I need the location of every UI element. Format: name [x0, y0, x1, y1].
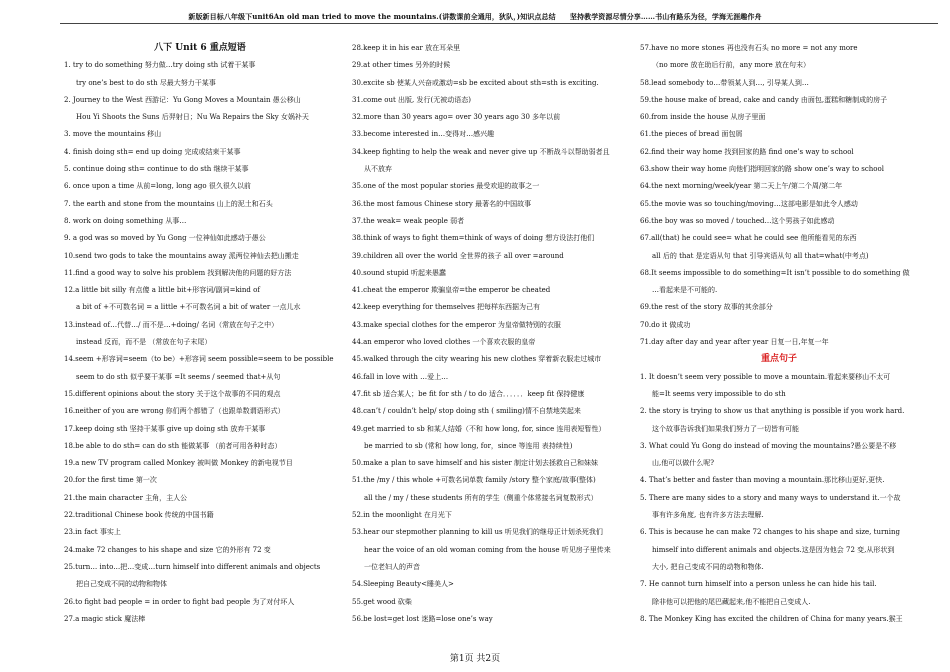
text-line: 2. the story is trying to show us that anything is possible if you work hard.: [640, 407, 905, 416]
text-line: 55.get wood 砍柴: [352, 597, 412, 606]
text-line: 5. There are many sides to a story and many ways to understand it.一个故: [640, 493, 901, 502]
text-line: 69.the rest of the story 故事的其余部分: [640, 303, 773, 312]
text-line: 13.instead of…代替…/ 而不是…+doing/ 名词（常放在句子之中）: [64, 320, 279, 329]
text-line: 57.have no more stones 再也没有石头 no more = not any more: [640, 44, 858, 52]
text-line: 5. continue doing sth= continue to do sth 继续干某事: [64, 165, 249, 174]
text-line: 66.the boy was so moved / touched…这个男孩子如此感动: [640, 216, 835, 225]
text-line: 21.the main character 主角，主人公: [64, 493, 188, 502]
text-line: 把自己变成不同的动物和物体: [76, 580, 167, 589]
header-divider: [60, 23, 938, 24]
section-heading: 重点句子: [760, 354, 797, 365]
text-line: 2. Journey to the West 西游记：Yu Gong Moves a Mountain 愚公移山: [64, 95, 301, 104]
text-line: 63.show their way home 向他们指明回家的路 show one’s way to school: [640, 165, 884, 174]
text-line: 18.be able to do sth= can do sth 能做某事 （前者可用各种时态）: [64, 441, 282, 450]
text-line: 35.one of the most popular stories 最受欢迎的故事之一: [352, 182, 540, 191]
text-line: 39.children all over the world 全世界的孩子 all over =around: [352, 251, 564, 260]
text-line: 大小, 把自己变成不同的动物和物体.: [652, 562, 764, 571]
text-line: 30.excite sb 使某人兴奋或激动=sb be excited about sth=sth is exciting.: [352, 78, 599, 87]
text-line: 11.find a good way to solve his problem 找到解决他的问题的好方法: [64, 268, 292, 277]
column-middle: [352, 40, 624, 628]
text-line: all 后的 that 是定语从句 that 引导宾语从句 all that=what(中考点): [652, 251, 869, 260]
text-line: 43.make special clothes for the emperor 为皇帝做特别的衣服: [352, 320, 561, 329]
text-line: hear the voice of an old woman coming from the house 听见房子里传来: [364, 545, 611, 554]
text-line: 24.make 72 changes to his shape and size 它的外形有 72 变: [64, 545, 271, 554]
text-line: 27.a magic stick 魔法棒: [64, 614, 146, 623]
text-line: a bit of +不可数名词 = a little +不可数名词 a bit of water 一点儿水: [76, 303, 301, 312]
text-line: Hou Yi Shoots the Suns 后羿射日；Nu Wa Repairs the Sky 女娲补天: [76, 113, 309, 122]
text-line: 6. once upon a time 从前=long, long ago 很久很久以前: [64, 182, 251, 191]
text-line: 40.sound stupid 听起来愚蠢: [352, 268, 447, 277]
text-line: 58.lead somebody to…带领某人到…, 引导某人到…: [640, 78, 809, 87]
page-header: 新版新目标八年级下unit6An old man tried to move the mountains.(讲数课前全通用，狄队，)知识点总结 坚持教学资源尽情分享……书山有路乐为径，学海无涯趣作舟: [188, 12, 762, 21]
text-line: 45.walked through the city wearing his new clothes 穿着新衣服走过城市: [352, 355, 602, 364]
text-line: 38.think of ways to fight them=think of ways of doing 想方设法打他们: [352, 234, 595, 243]
text-line: himself into different animals and objects.这是因为他会 72 变,从形状到: [652, 545, 895, 554]
text-line: 49.get married to sb 和某人结婚（不和 how long, for, since 连用表短暂性）: [352, 424, 606, 433]
text-line: 59.the house make of bread, cake and candy 由面包,蛋糕和糖制成的房子: [640, 95, 888, 104]
text-line: seem to do sth 似乎要干某事 =It seems / seemed that+从句: [76, 372, 281, 381]
page-footer: 第1页 共2页: [449, 654, 501, 664]
text-line: 17.keep doing sth 坚持干某事 give up doing sth 放弃干某事: [64, 424, 266, 433]
text-line: 20.for the first time 第一次: [64, 476, 157, 485]
text-line: 4. finish doing sth= end up doing 完成或结束干某事: [64, 147, 241, 156]
text-line: 22.traditional Chinese book 传统的中国书籍: [64, 511, 214, 520]
text-line: 8. The Monkey King has excited the children of China for many years.猴王: [640, 614, 903, 623]
text-line: 15.different opinions about the story 关于这个故事的不同的观点: [64, 389, 281, 398]
text-line: 32.more than 30 years ago= over 30 years ago 30 多年以前: [352, 113, 561, 122]
text-line: 6. This is because he can make 72 changes to his shape and size, turning: [640, 528, 901, 537]
column-right: [640, 40, 918, 628]
text-line: 一位老妇人的声音: [364, 562, 420, 571]
text-line: 70.do it 做成功: [640, 320, 691, 329]
text-line: 8. work on doing something 从事…: [64, 216, 187, 225]
text-line: …看起来是不可能的.: [652, 286, 718, 295]
text-line: 10.send two gods to take the mountains away 派两位神仙去把山搬走: [64, 251, 299, 260]
text-line: 67.all(that) he could see= what he could see 他所能看见的东西: [640, 234, 857, 243]
text-line: 51.the /my / this whole +可数名词单数 family /story 整个家庭/故事(整体): [352, 476, 596, 485]
text-line: 50.make a plan to save himself and his sister 制定计划去拯救自己和妹妹: [352, 459, 598, 468]
text-line: 31.come out 出版, 发行(无被动语态): [352, 95, 471, 104]
text-line: 7. the earth and stone from the mountains 山上的泥土和石头: [64, 199, 273, 208]
text-line: 事有许多角度, 也有许多方法去理解.: [652, 511, 764, 520]
text-line: 1. It doesn’t seem very possible to move a mountain.看起来要移山不太可: [640, 372, 891, 381]
text-line: 除非他可以把他的尾巴藏起来,他不能把自己变成人.: [652, 597, 811, 606]
text-line: 37.the weak= weak people 弱者: [352, 216, 465, 225]
text-line: 25.turn… into…把…变成…turn himself into different animals and objects: [64, 562, 321, 571]
text-line: 62.find their way home 找到回家的路 find one’s way to school: [640, 147, 854, 156]
text-line: 3. What could Yu Gong do instead of moving the mountains?愚公要是不移: [640, 441, 897, 450]
text-line: 41.cheat the emperor 欺骗皇帝=the emperor be cheated: [352, 286, 551, 295]
section-heading: 八下 Unit 6 重点短语: [154, 43, 246, 53]
text-line: all the / my / these students 所有的学生（侧重个体常接名词复数形式）: [364, 493, 598, 502]
text-line: 19.a new TV program called Monkey 被叫做 Monkey 的新电视节目: [64, 459, 293, 468]
text-line: 28.keep it in his ear 放在耳朵里: [352, 44, 461, 52]
text-line: 65.the movie was so touching/moving…这部电影是如此令人感动: [640, 199, 858, 208]
text-line: 7. He cannot turn himself into a person unless he can hide his tail.: [640, 580, 877, 589]
text-line: 能=It seems very impossible to do sth: [652, 389, 786, 398]
text-line: 52.in the moonlight 在月光下: [352, 511, 452, 520]
text-line: 29.at other times 另外的时候: [352, 61, 451, 70]
text-line: 34.keep fighting to help the weak and never give up 不断战斗以帮助弱者且: [352, 147, 610, 156]
text-line: 60.from inside the house 从房子里面: [640, 113, 766, 122]
text-line: 42.keep everything for themselves 把每样东西据为己有: [352, 303, 541, 312]
text-line: 47.fit sb 适合某人；be fit for sth / to do 适合．．．．．．keep fit 保持健康: [352, 389, 585, 398]
text-line: 3. move the mountains 移山: [64, 130, 162, 139]
text-line: 68.It seems impossible to do something=It isn’t possible to do something 做: [640, 268, 910, 277]
text-line: 48.can’t / couldn’t help/ stop doing sth ( smiling)情不自禁地笑起来: [352, 407, 581, 416]
text-line: 1. try to do something 努力做…try doing sth 试着干某事: [64, 61, 256, 70]
text-line: 54.Sleeping Beauty<睡美人>: [352, 580, 454, 589]
text-line: try one’s best to do sth 尽最大努力干某事: [76, 78, 216, 87]
text-line: 9. a god was so moved by Yu Gong 一位神仙如此感动于愚公: [64, 234, 266, 243]
text-line: 33.become interested in…变得对…感兴趣: [352, 130, 495, 139]
text-line: 56.be lost=get lost 迷路=lose one’s way: [352, 614, 493, 623]
text-line: be married to sb (常和 how long, for，since 等连用 表持续性): [364, 441, 573, 450]
text-line: 4. That’s better and faster than moving a mountain.那比移山更好,更快.: [640, 476, 885, 485]
text-line: 23.in fact 事实上: [64, 528, 121, 537]
text-line: 64.the next morning/week/year 第二天上午/第二个周/第二年: [640, 182, 843, 191]
text-line: 44.an emperor who loved clothes 一个喜欢衣服的皇帝: [352, 338, 536, 347]
text-line: 从不放弃: [364, 165, 392, 174]
text-line: （no more 放在助后行前，any more 放在句末）: [652, 61, 810, 70]
text-line: 山,他可以做什么呢?: [652, 459, 714, 468]
text-line: 这个故事告诉我们如果我们努力了一切皆有可能: [652, 424, 799, 433]
text-line: 26.to fight bad people = in order to fight bad people 为了对付坏人: [64, 597, 295, 606]
text-line: 71.day after day and year after year 日复一日,年复一年: [640, 338, 829, 347]
text-line: 36.the most famous Chinese story 最著名的中国故事: [352, 199, 532, 208]
text-line: 12.a little bit silly 有点傻 a little bit+形容词/副词=kind of: [64, 286, 260, 295]
text-line: 14.seem +形容词=seem（to be）+形容词 seem possible=seem to be possible: [64, 355, 334, 364]
text-line: 61.the pieces of bread 面包屑: [640, 130, 743, 139]
text-line: 16.neither of you are wrong 你们两个都错了（也跟单数谓语形式）: [64, 407, 285, 416]
text-line: 53.hear our stepmother planning to kill us 听见我们的继母正计划杀死我们: [352, 528, 603, 537]
column-left: [64, 40, 336, 628]
text-line: instead 反而，而不是 （常放在句子末尾）: [76, 338, 212, 347]
text-line: 46.fall in love with …爱上…: [352, 372, 449, 381]
